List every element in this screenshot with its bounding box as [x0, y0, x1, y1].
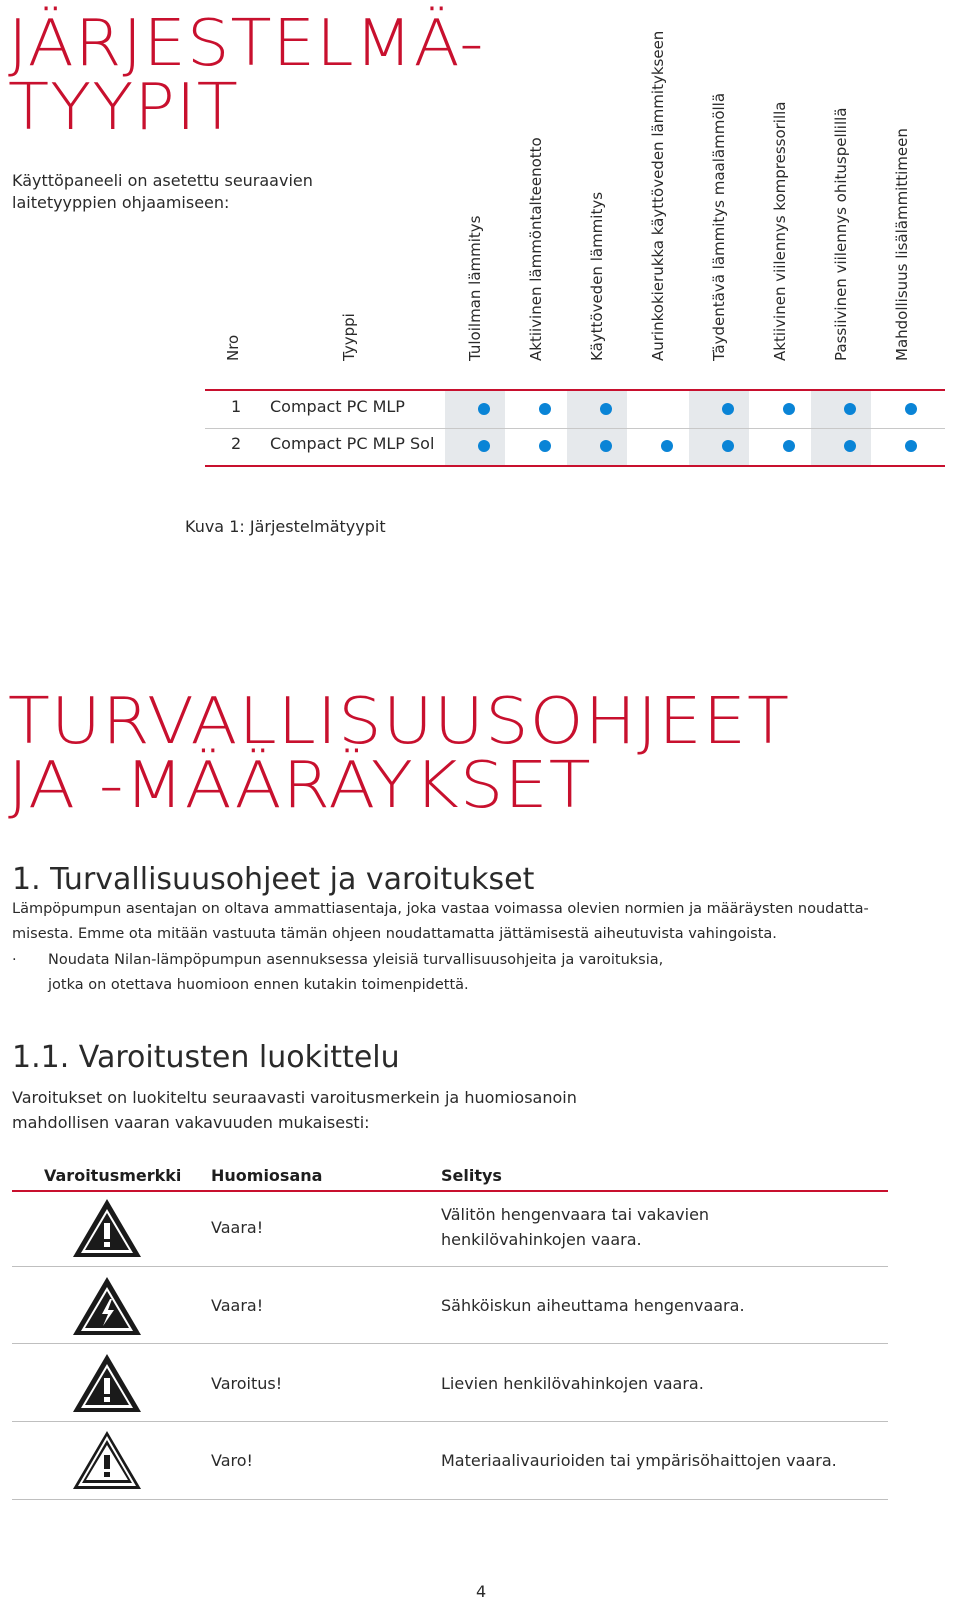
warning-description [441, 1448, 837, 1473]
col-header-wrap [710, 92, 729, 361]
col-header-wrap [649, 30, 668, 361]
feature-dot [539, 403, 551, 415]
bullet-item [48, 948, 928, 998]
feature-dot [722, 440, 734, 452]
warning-word: Varoitus! [211, 1374, 283, 1393]
col-header-nro-wrap [224, 334, 243, 361]
warning-row-divider [12, 1421, 888, 1422]
col-header-feature: Aurinkokierukka käyttöveden lämmitykseen [649, 30, 667, 361]
col-header-wrap [771, 101, 790, 361]
table-bottom-rule [205, 465, 945, 467]
warning-table-top-rule [12, 1190, 888, 1192]
warning-word: Vaara! [211, 1218, 264, 1237]
feature-dot [600, 403, 612, 415]
col-header-nro: Nro [224, 334, 242, 361]
electric-shock-icon [70, 1274, 144, 1338]
col-header-wrap [527, 137, 546, 361]
subsection-heading: 1.1. Varoitusten luokittelu [12, 1040, 400, 1075]
title-line: TYYPIT [8, 71, 239, 145]
description-line: Materiaalivaurioiden tai ympärisöhaittojen vaara. [441, 1451, 837, 1470]
warning-word: Vaara! [211, 1296, 264, 1315]
description-line: Välitön hengenvaara tai vakavien [441, 1205, 710, 1224]
section-heading: 1. Turvallisuusohjeet ja varoitukset [12, 862, 535, 897]
feature-dot [783, 403, 795, 415]
col-header-feature: Täydentävä lämmitys maalämmöllä [710, 92, 728, 361]
description-line: Sähköiskun aiheuttama hengenvaara. [441, 1296, 745, 1315]
table-top-rule [205, 389, 945, 391]
feature-dot [783, 440, 795, 452]
col-header-feature: Käyttöveden lämmitys [588, 191, 606, 361]
title-line: JÄRJESTELMÄ- [8, 7, 485, 81]
bullet-line: jotka on otettava huomioon ennen kutakin toimenpidettä. [48, 977, 469, 993]
title-line: JA -MÄÄRÄYKSET [8, 749, 592, 823]
bullet-marker: · [12, 952, 17, 968]
col-header-feature: Aktiivinen lämmöntalteenotto [527, 137, 545, 361]
intro-line: laitetyyppien ohjaamiseen: [12, 193, 230, 212]
feature-dot [722, 403, 734, 415]
col-header-feature: Aktiivinen viilennys kompressorilla [771, 101, 789, 361]
warning-col-header-word: Huomiosana [211, 1166, 323, 1185]
warning-description [441, 1293, 745, 1318]
table-row-divider [205, 428, 945, 429]
feature-dot [478, 440, 490, 452]
col-header-feature: Tuloilman lämmitys [466, 215, 484, 361]
paragraph-line: misesta. Emme ota mitään vastuuta tämän ohjeen noudattamatta jättämisestä aiheutuvista vahingoista. [12, 926, 777, 942]
warning-word: Varo! [211, 1451, 253, 1470]
figure-caption: Kuva 1: Järjestelmätyypit [185, 517, 386, 536]
warning-col-header-desc: Selitys [441, 1166, 502, 1185]
feature-dot [905, 403, 917, 415]
col-header-wrap [588, 191, 607, 361]
warning-description [441, 1202, 709, 1252]
feature-dot [844, 403, 856, 415]
feature-dot [600, 440, 612, 452]
subsection-intro [12, 1085, 942, 1135]
page-title-safety [8, 685, 791, 823]
page-number: 4 [476, 1582, 487, 1601]
paragraph-line: Lämpöpumpun asentajan on oltava ammattiasentaja, joka vastaa voimassa olevien normien ja määräysten noudatta- [12, 901, 869, 917]
paragraph-line: Varoitukset on luokiteltu seuraavasti varoitusmerkein ja huomiosanoin [12, 1088, 577, 1107]
col-header-feature: Mahdollisuus lisälämmittimeen [893, 128, 911, 361]
warning-description [441, 1371, 704, 1396]
col-header-wrap [832, 107, 851, 361]
col-header-tyyppi: Tyyppi [340, 313, 358, 361]
bullet-line: Noudata Nilan-lämpöpumpun asennuksessa yleisiä turvallisuusohjeita ja varoituksia, [48, 952, 664, 968]
feature-dot [539, 440, 551, 452]
col-header-tyyppi-wrap [340, 313, 359, 361]
caution-outline-icon [70, 1428, 144, 1492]
section-paragraph [12, 897, 942, 947]
description-line: Lievien henkilövahinkojen vaara. [441, 1374, 704, 1393]
table-cell-nro: 1 [231, 397, 242, 416]
feature-dot [478, 403, 490, 415]
warning-row-divider [12, 1266, 888, 1267]
col-header-wrap [466, 215, 485, 361]
warning-col-header-symbol: Varoitusmerkki [44, 1166, 182, 1185]
warning-table-bottom-rule [12, 1499, 888, 1500]
feature-dot [661, 440, 673, 452]
table-cell-tyyppi: Compact PC MLP Sol [270, 434, 435, 453]
warning-row-divider [12, 1343, 888, 1344]
table-cell-nro: 2 [231, 434, 242, 453]
warning-exclamation-icon [70, 1351, 144, 1415]
warning-exclamation-icon [70, 1196, 144, 1260]
table-cell-tyyppi: Compact PC MLP [270, 397, 405, 416]
col-header-wrap [893, 128, 912, 361]
col-header-feature: Passiivinen viilennys ohituspellillä [832, 107, 850, 361]
paragraph-line: mahdollisen vaaran vakavuuden mukaisesti: [12, 1113, 370, 1132]
page-title-system-types [8, 7, 485, 145]
description-line: henkilövahinkojen vaara. [441, 1230, 642, 1249]
intro-line: Käyttöpaneeli on asetettu seuraavien [12, 171, 313, 190]
feature-dot [844, 440, 856, 452]
intro-text [12, 170, 352, 214]
title-line: TURVALLISUUSOHJEET [8, 685, 791, 759]
feature-dot [905, 440, 917, 452]
